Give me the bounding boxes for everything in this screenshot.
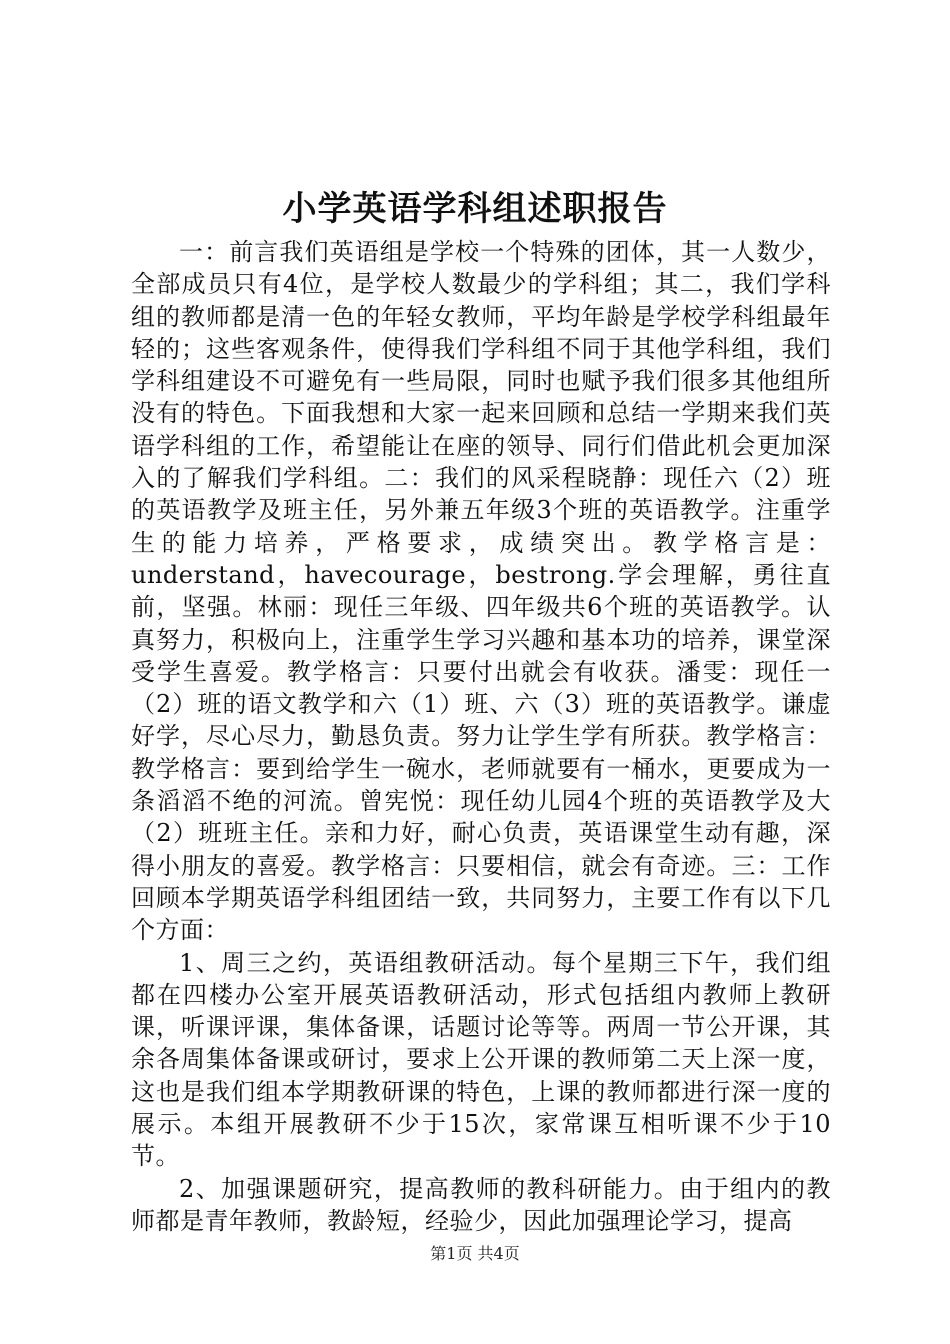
paragraph-item-2: 2、加强课题研究，提高教师的教科研能力。由于组内的教师都是青年教师，教龄短，经验少，因此加强理论学习，提高 xyxy=(131,1174,831,1235)
page-footer: 第1页 共4页 xyxy=(430,1244,520,1263)
paragraph-item-1: 1、周三之约，英语组教研活动。每个星期三下午，我们组都在四楼办公室开展英语教研活动，形式包括组内教师上教研课，听课评课，集体备课，话题讨论等等。两周一节公开课，其余各周集体备课或研讨，要求上公开课的教师第二天上深一度，这也是我们组本学期教研课的特色，上课的教师都进行深一度的展示。本组开展教研不少于15次，家常课互相听课不少于10节。 xyxy=(131,948,831,1171)
document-title: 小学英语学科组述职报告 xyxy=(282,189,668,229)
document-body xyxy=(131,236,831,1237)
paragraph-intro: 一：前言我们英语组是学校一个特殊的团体，其一人数少，全部成员只有4位，是学校人数最少的学科组；其二，我们学科组的教师都是清一色的年轻女教师，平均年龄是学校学科组最年轻的；这些客观条件，使得我们学科组不同于其他学科组，我们学科组建设不可避免有一些局限，同时也赋予我们很多其他组所没有的特色。下面我想和大家一起来回顾和总结一学期来我们英语学科组的工作，希望能让在座的领导、同行们借此机会更加深入的了解我们学科组。二：我们的风采程晓静：现任六（2）班的英语教学及班主任，另外兼五年级3个班的英语教学。注重学生的能力培养，严格要求，成绩突出。教学格言是：understand，havecourage，bestrong.学会理解，勇往直前，坚强。林丽：现任三年级、四年级共6个班的英语教学。认真努力，积极向上，注重学生学习兴趣和基本功的培养，课堂深受学生喜爱。教学格言：只要付出就会有收获。潘雯：现任一（2）班的语文教学和六（1）班、六（3）班的英语教学。谦虚好学，尽心尽力，勤恳负责。努力让学生学有所获。教学格言：教学格言：要到给学生一碗水，老师就要有一桶水，更要成为一条滔滔不绝的河流。曾宪悦：现任幼儿园4个班的英语教学及大（2）班班主任。亲和力好，耐心负责，英语课堂生动有趣，深得小朋友的喜爱。教学格言：只要相信，就会有奇迹。三：工作回顾本学期英语学科组团结一致，共同努力，主要工作有以下几个方面： xyxy=(131,238,831,945)
